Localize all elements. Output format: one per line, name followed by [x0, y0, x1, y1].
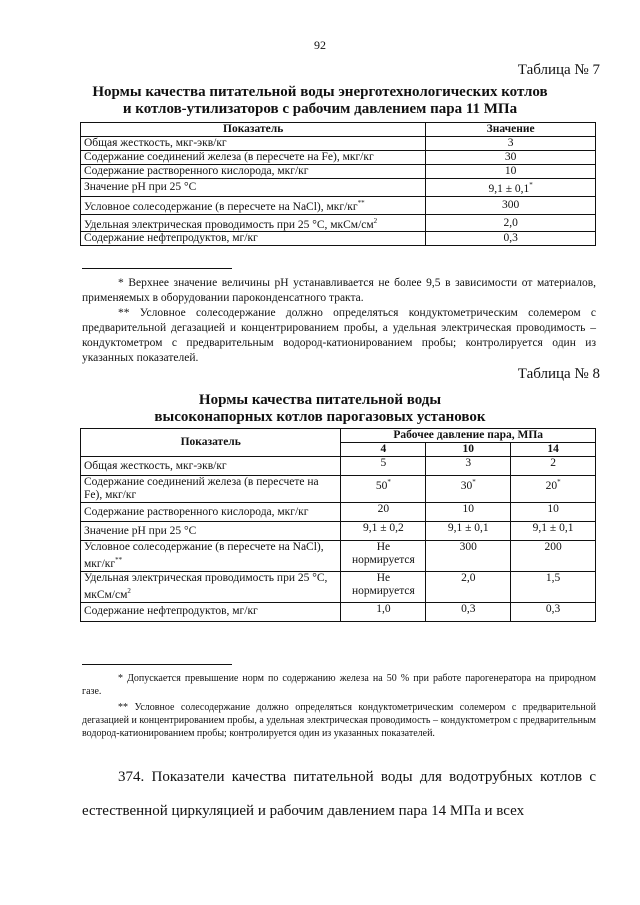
table7-header-param: Показатель	[81, 123, 426, 137]
table-row	[81, 503, 596, 522]
table7-footnote-1: * Верхнее значение величины pH устанавливается не более 9,5 в зависимости от материалов, применяемых в оборудовании пароконденсатного тракта.	[82, 277, 596, 304]
value-cell: Не нормируется	[341, 541, 426, 572]
value-cell: 10	[511, 503, 596, 522]
table8-body	[81, 457, 596, 622]
table-row	[81, 214, 596, 232]
param-cell: Условное солесодержание (в пересчете на NaCl), мкг/кг**	[81, 541, 341, 572]
param-cell: Значение pH при 25 °С	[81, 179, 426, 197]
value-cell: 2,0	[426, 571, 511, 602]
param-cell: Значение pH при 25 °С	[81, 522, 341, 541]
paragraph-374: 374. Показатели качества питательной воды для водотрубных котлов с естественной циркуляцией и рабочим давлением пара 14 МПа и всех	[82, 769, 596, 819]
value-cell: Не нормируется	[341, 571, 426, 602]
value-cell: 30	[426, 151, 596, 165]
page-number: 92	[314, 38, 326, 52]
table7-body	[81, 137, 596, 246]
param-cell: Содержание соединений железа (в пересчете на Fe), мкг/кг	[81, 476, 341, 503]
table8-header-p14: 14	[511, 443, 596, 457]
table-row	[81, 522, 596, 541]
value-cell: 3	[426, 457, 511, 476]
value-cell: 1,5	[511, 571, 596, 602]
table-row	[81, 541, 596, 572]
value-cell: 9,1 ± 0,1*	[426, 179, 596, 197]
table8-header-p4: 4	[341, 443, 426, 457]
value-cell: 9,1 ± 0,2	[341, 522, 426, 541]
value-cell: 20*	[511, 476, 596, 503]
table-row	[81, 457, 596, 476]
param-cell: Содержание растворенного кислорода, мкг/кг	[81, 165, 426, 179]
table8-footnote-1: * Допускается превышение норм по содержанию железа на 50 % при работе парогенератора на природном газе.	[82, 673, 596, 697]
param-cell: Удельная электрическая проводимость при 25 °С, мкСм/$см^2$	[81, 571, 341, 602]
value-cell: 50*	[341, 476, 426, 503]
footnote-divider	[82, 268, 232, 269]
table7-title-line1: Нормы качества питательной воды энерготехнологических котлов	[92, 84, 548, 100]
table-row	[81, 165, 596, 179]
table-row	[81, 232, 596, 246]
table8-header-pressure: Рабочее давление пара, МПа	[341, 429, 596, 443]
param-cell: Содержание нефтепродуктов, мг/кг	[81, 602, 341, 621]
table-row	[81, 602, 596, 621]
table8-footnote-2: ** Условное солесодержание должно определяться кондуктометрическим солемером с предварительной дегазацией и концентрированием пробы, а удельная электрическая проводимость – кондуктометром с предварительным водород-катионированием пробы; контролируется один из указанных показателей.	[82, 702, 596, 739]
table7-footnote-2: ** Условное солесодержание должно определяться кондуктометрическим солемером с предварительной дегазацией и концентрированием пробы, а удельная электрическая проводимость – кондуктометром с предварительным водород-катионированием пробы; контролируется один из указанных показателей.	[82, 307, 596, 364]
table8-title-line1: Нормы качества питательной воды	[198, 392, 442, 408]
table8-title	[60, 392, 580, 426]
value-cell: 0,3	[426, 232, 596, 246]
value-cell: 300	[426, 196, 596, 214]
table-row	[81, 196, 596, 214]
param-cell: Содержание растворенного кислорода, мкг/кг	[81, 503, 341, 522]
value-cell: 9,1 ± 0,1	[511, 522, 596, 541]
table8-header-param: Показатель	[81, 429, 341, 457]
table7-title	[60, 84, 580, 118]
value-cell: 0,3	[511, 602, 596, 621]
table-row	[81, 151, 596, 165]
value-cell: 10	[426, 165, 596, 179]
param-cell: Условное солесодержание (в пересчете на NaCl), мкг/кг**	[81, 196, 426, 214]
param-cell: Общая жесткость, мкг-экв/кг	[81, 457, 341, 476]
param-cell: Содержание нефтепродуктов, мг/кг	[81, 232, 426, 246]
value-cell: 5	[341, 457, 426, 476]
table7	[80, 122, 596, 246]
table7-title-line2: и котлов-утилизаторов с рабочим давлением пара 11 МПа	[122, 101, 518, 117]
value-cell: 3	[426, 137, 596, 151]
value-cell: 2,0	[426, 214, 596, 232]
table8	[80, 428, 596, 622]
table-row	[81, 179, 596, 197]
table8-title-line2: высоконапорных котлов парогазовых установок	[154, 409, 486, 425]
param-cell: Содержание соединений железа (в пересчете на Fe), мкг/кг	[81, 151, 426, 165]
table8-label: Таблица № 8	[517, 366, 600, 382]
value-cell: 200	[511, 541, 596, 572]
table-row	[81, 137, 596, 151]
value-cell: 10	[426, 503, 511, 522]
table-row	[81, 476, 596, 503]
table8-header-p10: 10	[426, 443, 511, 457]
param-cell: Общая жесткость, мкг-экв/кг	[81, 137, 426, 151]
value-cell: 2	[511, 457, 596, 476]
value-cell: 1,0	[341, 602, 426, 621]
table7-label: Таблица № 7	[517, 62, 600, 78]
value-cell: 20	[341, 503, 426, 522]
footnote-divider-2	[82, 664, 232, 665]
value-cell: 30*	[426, 476, 511, 503]
table7-header-value: Значение	[426, 123, 596, 137]
table-row	[81, 571, 596, 602]
param-cell: Удельная электрическая проводимость при 25 °С, мкСм/$см^2$	[81, 214, 426, 232]
value-cell: 300	[426, 541, 511, 572]
value-cell: 0,3	[426, 602, 511, 621]
value-cell: 9,1 ± 0,1	[426, 522, 511, 541]
